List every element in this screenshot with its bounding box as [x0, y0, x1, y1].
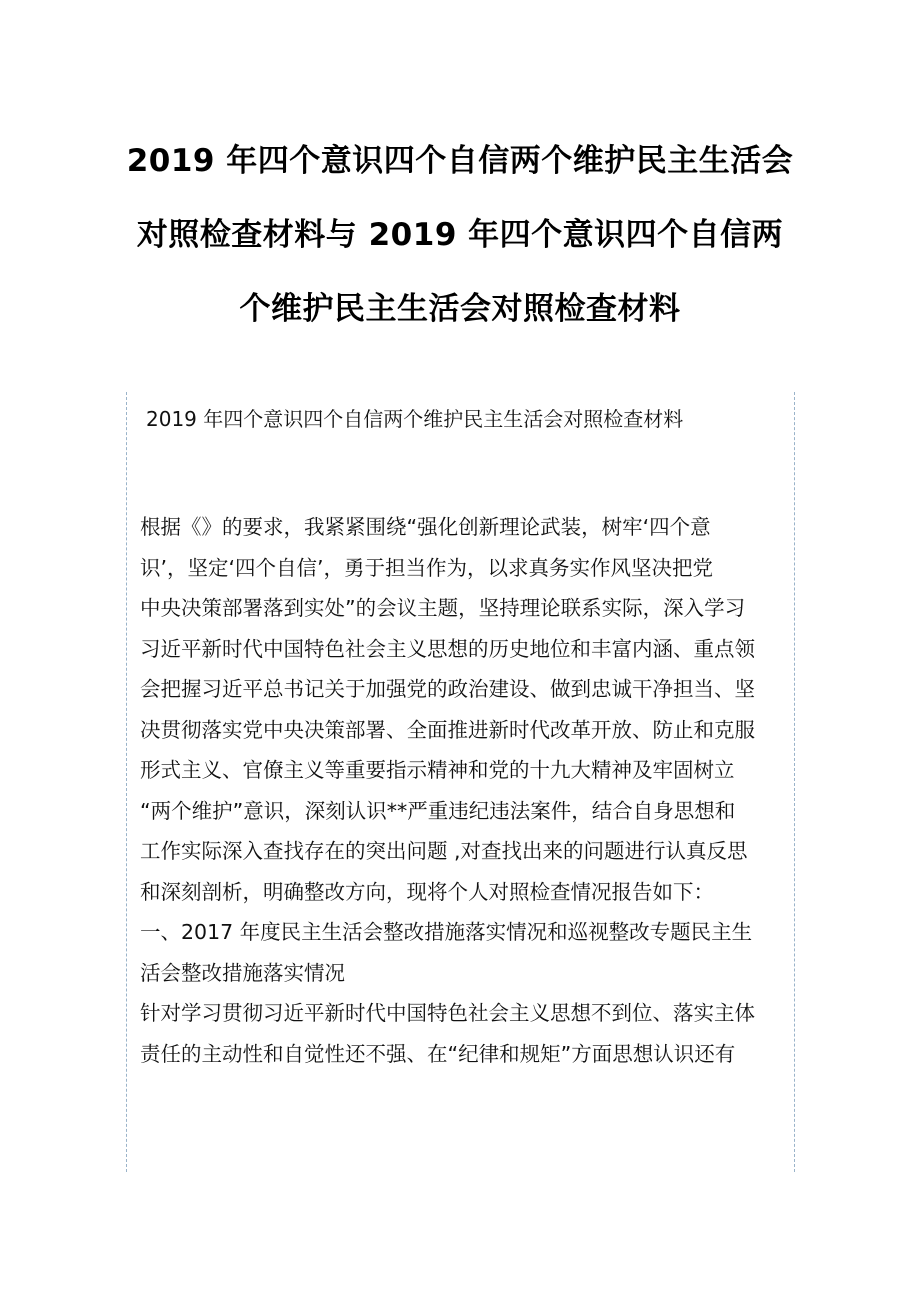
- body-line: 和深刻剖析，明确整改方向，现将个人对照检查情况报告如下：: [140, 879, 714, 904]
- body-line: 决贯彻落实党中央决策部署、全面推进新时代改革开放、防止和克服: [140, 717, 755, 742]
- body-line: “两个维护”意识，深刻认识**严重违纪违法案件，结合自身思想和: [140, 798, 736, 823]
- body-line: 中央决策部署落到实处”的会议主题，坚持理论联系实际，深入学习: [140, 596, 746, 620]
- section-heading-line: 活会整改措施落实情况: [140, 960, 345, 985]
- title-line-2: 对照检查材料与 2019 年四个意识四个自信两: [136, 217, 784, 253]
- document-title: [60, 124, 860, 346]
- body-paragraph: [140, 507, 792, 1074]
- body-line: 根据《》的要求，我紧紧围绕“强化创新理论武装，树牢‘四个意: [140, 515, 711, 539]
- frame-right-border: [794, 392, 795, 1172]
- body-line: 工作实际深入查找存在的突出问题 ,对查找出来的问题进行认真反思: [140, 839, 748, 863]
- body-line: 识’，坚定‘四个自信’，勇于担当作为，以求真务实作风坚决把党: [140, 555, 714, 580]
- body-line: 会把握习近平总书记关于加强党的政治建设、做到忠诚干净担当、坚: [140, 677, 755, 701]
- body-line: 针对学习贯彻习近平新时代中国特色社会主义思想不到位、落实主体: [140, 1001, 755, 1025]
- title-line-1: 2019 年四个意识四个自信两个维护民主生活会: [126, 143, 794, 179]
- body-line: 习近平新时代中国特色社会主义思想的历史地位和丰富内涵、重点领: [140, 636, 755, 661]
- body-line: 形式主义、官僚主义等重要指示精神和党的十九大精神及牢固树立: [140, 758, 735, 782]
- body-line: 责任的主动性和自觉性还不强、在“纪律和规矩”方面思想认识还有: [140, 1041, 736, 1066]
- section-heading-line: 一、2017 年度民主生活会整改措施落实情况和巡视整改专题民主生: [140, 920, 753, 944]
- frame-left-border: [126, 392, 127, 1172]
- section-subtitle: 2019 年四个意识四个自信两个维护民主生活会对照检查材料: [146, 407, 684, 431]
- title-line-3: 个维护民主生活会对照检查材料: [239, 291, 681, 327]
